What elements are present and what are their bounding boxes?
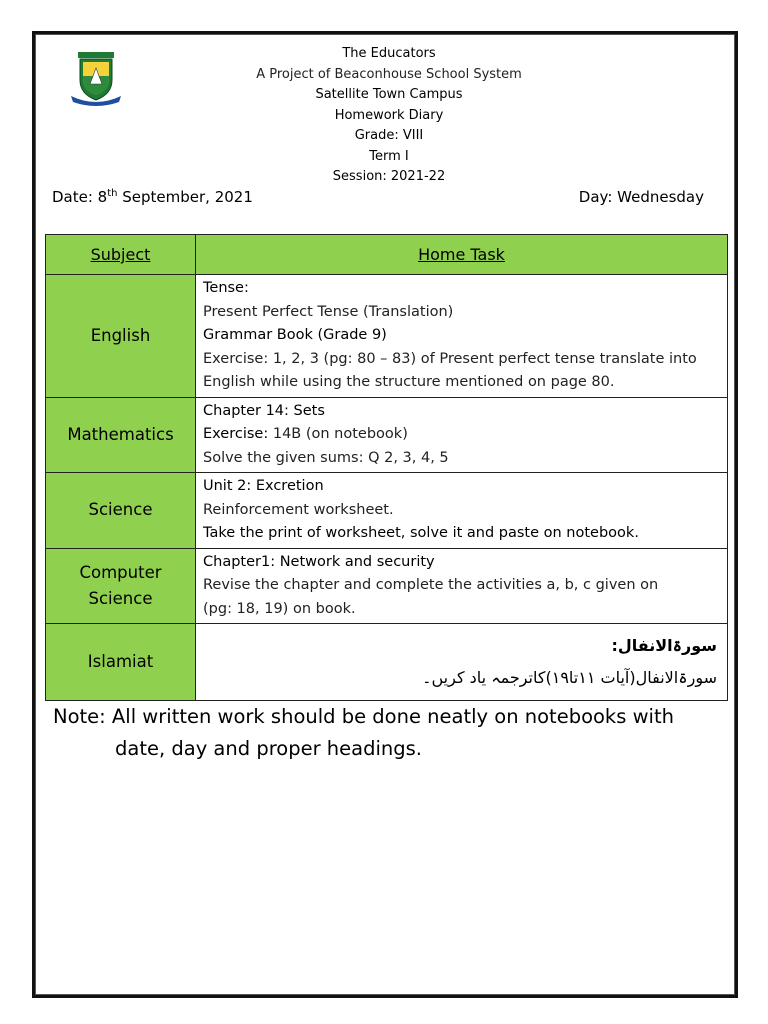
- subject-cell: Islamiat: [46, 624, 196, 701]
- note-text-continued: date, day and proper headings.: [115, 737, 423, 760]
- task-line: سورۃالانفال:: [611, 636, 717, 655]
- session-label: Session: 2021-22: [332, 169, 446, 184]
- subject-line: Computer: [79, 562, 162, 582]
- date-line: [52, 188, 704, 212]
- homework-table: [45, 234, 728, 701]
- note-block: [53, 701, 713, 765]
- school-crest-logo: [66, 50, 126, 106]
- table-row: [46, 275, 728, 398]
- task-line: Solve the given sums: Q 2, 3, 4, 5: [203, 449, 449, 466]
- exercise-label: Exercise:: [203, 426, 269, 442]
- task-line: Chapter1: Network and security: [203, 553, 435, 570]
- task-line: Present Perfect Tense (Translation): [203, 303, 454, 320]
- task-cell: [196, 548, 728, 624]
- term-label: Term I: [369, 148, 409, 164]
- task-line: Unit 2: Excretion: [203, 478, 324, 494]
- table-row: [46, 624, 728, 701]
- task-line: Grammar Book (Grade 9): [203, 327, 387, 343]
- project-line: A Project of Beaconhouse School System: [256, 66, 522, 82]
- subject-cell: English: [46, 275, 196, 398]
- subject-cell: Science: [46, 473, 196, 549]
- table-row: [46, 548, 728, 624]
- table-row: [46, 473, 728, 549]
- grade-label: Grade: VIII: [354, 128, 424, 143]
- task-line: English while using the structure mentioned on page 80.: [203, 374, 615, 390]
- subject-cell: Mathematics: [46, 397, 196, 473]
- task-line: Reinforcement worksheet.: [203, 501, 394, 518]
- task-line: Tense:: [203, 280, 249, 296]
- note-label: Note:: [53, 705, 106, 728]
- date-suffix: th: [107, 188, 118, 199]
- task-line: (pg: 18, 19) on book.: [203, 600, 356, 617]
- subject-header: [46, 235, 196, 275]
- task-line: Exercise: 1, 2, 3 (pg: 80 – 83) of Present perfect tense translate into: [203, 350, 697, 367]
- note-text: All written work should be done neatly on notebooks with: [105, 705, 674, 728]
- task-line: Chapter 14: Sets: [203, 402, 325, 419]
- task-cell: [196, 275, 728, 398]
- school-header: [150, 44, 628, 188]
- task-header: [196, 235, 728, 275]
- task-line: [203, 423, 721, 447]
- task-cell: [196, 473, 728, 549]
- subject-header-label: Subject: [90, 245, 151, 264]
- subject-cell: [46, 548, 196, 624]
- exercise-value: 14B (on notebook): [268, 426, 408, 442]
- task-header-label: Home Task: [418, 245, 505, 264]
- date-prefix: Date: 8: [52, 188, 108, 206]
- task-line: سورۃالانفال(آیات ۱۱تا۱۹)کاترجمہ یاد کریں۔: [422, 668, 717, 687]
- day-label: Day: Wednesday: [578, 188, 704, 206]
- document-title: Homework Diary: [334, 107, 444, 123]
- task-cell-urdu: [196, 624, 728, 701]
- task-line: Take the print of worksheet, solve it and paste on notebook.: [203, 525, 639, 541]
- subject-line: Science: [88, 588, 153, 608]
- note-line: [53, 701, 713, 733]
- campus-name: Satellite Town Campus: [315, 87, 463, 102]
- task-line: Revise the chapter and complete the activities a, b, c given on: [203, 577, 659, 593]
- date-label: [52, 188, 253, 206]
- org-name: The Educators: [342, 46, 436, 61]
- date-rest: September, 2021: [117, 188, 253, 206]
- task-cell: [196, 397, 728, 473]
- table-row: [46, 397, 728, 473]
- table-header-row: [46, 235, 728, 275]
